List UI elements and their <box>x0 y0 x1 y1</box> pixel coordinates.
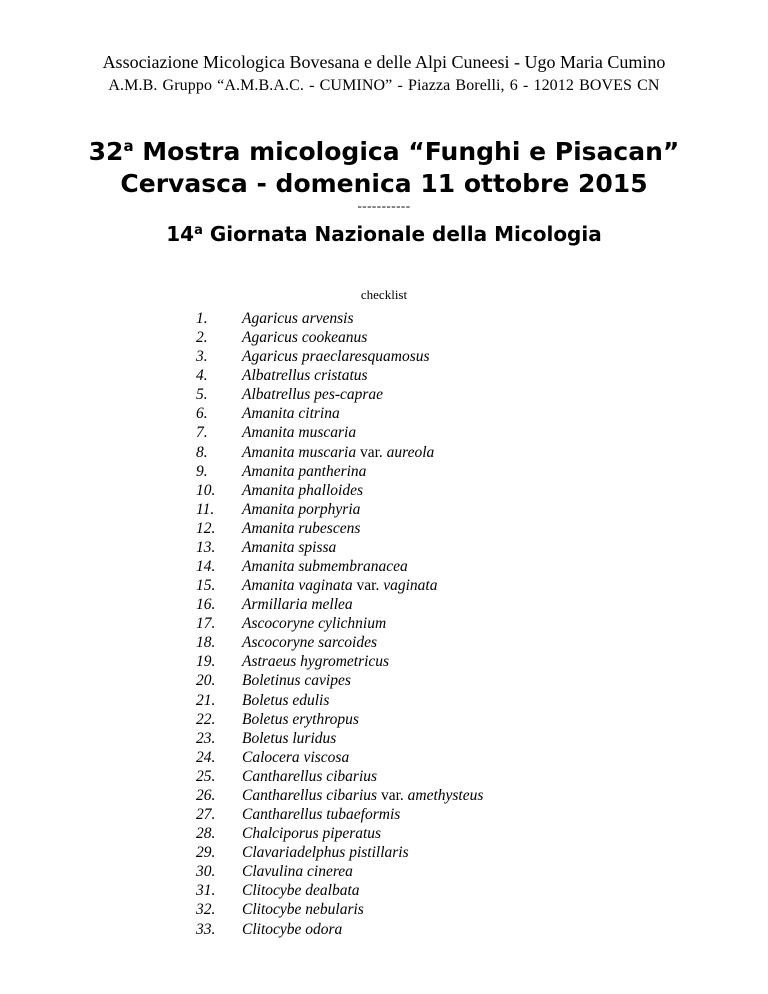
species-name: Cantharellus cibarius <box>242 767 378 785</box>
species-item <box>196 423 483 442</box>
species-number: 15. <box>196 577 216 595</box>
species-number: 30. <box>196 863 216 881</box>
species-number: 6. <box>196 405 208 423</box>
species-number: 21. <box>196 691 216 709</box>
species-name: Calocera viscosa <box>242 748 350 766</box>
species-name: Amanita spissa <box>242 538 337 556</box>
subtitle-text: Giornata Nazionale della Micologia <box>202 222 602 246</box>
species-name: Clitocybe dealbata <box>242 882 360 900</box>
species-number: 14. <box>196 558 216 576</box>
species-item <box>196 481 483 500</box>
species-name: Boletinus cavipes <box>242 672 351 690</box>
species-name: Boletus edulis <box>242 691 330 709</box>
species-number: 5. <box>196 386 208 404</box>
species-name: Albatrellus pes-caprae <box>242 386 384 404</box>
variety-label: var. <box>356 443 387 461</box>
species-name: Clavulina cinerea <box>242 863 353 881</box>
species-item <box>196 385 483 404</box>
species-name: Cantharellus tubaeformis <box>242 806 401 824</box>
species-name: Amanita pantherina <box>242 462 367 480</box>
species-name: Amanita vaginata <box>242 577 353 595</box>
species-list <box>196 309 483 939</box>
species-item <box>196 633 483 652</box>
species-number: 26. <box>196 786 216 804</box>
species-name: Agaricus arvensis <box>242 310 354 327</box>
species-name: Amanita porphyria <box>242 500 361 518</box>
species-item <box>196 920 483 939</box>
event-subtitle <box>0 222 768 246</box>
species-name: Amanita phalloides <box>242 481 363 499</box>
species-name: Agaricus cookeanus <box>242 329 368 347</box>
species-number: 23. <box>196 729 216 747</box>
species-name: Albatrellus cristatus <box>242 367 368 385</box>
exhibition-date-line: Cervasca - domenica 11 ottobre 2015 <box>120 169 648 198</box>
species-name: Ascocoryne sarcoides <box>242 634 378 652</box>
species-name: Amanita muscaria <box>242 443 357 461</box>
species-number: 3. <box>196 348 208 366</box>
species-item <box>196 576 483 595</box>
species-item <box>196 862 483 881</box>
exhibition-title-text: Mostra micologica “Funghi e Pisacan” <box>133 137 680 166</box>
edition-number: 32 <box>88 137 124 166</box>
species-item <box>196 900 483 919</box>
subtitle-suffix: a <box>194 223 203 238</box>
species-item <box>196 328 483 347</box>
variety-name: amethysteus <box>407 786 484 804</box>
species-item <box>196 595 483 614</box>
species-name: Armillaria mellea <box>242 596 353 614</box>
species-number: 20. <box>196 672 216 690</box>
species-item <box>196 309 483 328</box>
species-name: Amanita submembranacea <box>242 558 408 576</box>
species-number: 12. <box>196 519 216 537</box>
species-number: 18. <box>196 634 216 652</box>
association-address: A.M.B. Gruppo “A.M.B.A.C. - CUMINO” - Piazza Borelli, 6 - 12012 BOVES CN <box>108 77 660 94</box>
species-number: 33. <box>196 920 216 938</box>
species-item <box>196 729 483 748</box>
species-item <box>196 500 483 519</box>
species-item <box>196 614 483 633</box>
species-number: 22. <box>196 710 216 728</box>
species-item <box>196 519 483 538</box>
species-item <box>196 462 483 481</box>
variety-name: vaginata <box>383 577 438 595</box>
species-name: Boletus erythropus <box>242 710 359 728</box>
species-name: Clitocybe odora <box>242 920 343 938</box>
species-name: Agaricus praeclaresquamosus <box>242 348 430 366</box>
species-number: 25. <box>196 767 216 785</box>
species-number: 10. <box>196 481 216 499</box>
species-number: 28. <box>196 825 216 843</box>
species-item <box>196 881 483 900</box>
species-name: Amanita citrina <box>242 405 340 423</box>
edition-suffix: a <box>123 137 134 155</box>
species-number: 9. <box>196 462 208 480</box>
species-item <box>196 671 483 690</box>
species-name: Astraeus hygrometricus <box>242 653 390 671</box>
species-number: 17. <box>196 615 216 633</box>
species-item <box>196 767 483 786</box>
species-item <box>196 557 483 576</box>
species-name: Amanita rubescens <box>242 519 361 537</box>
species-name: Clitocybe nebularis <box>242 901 364 919</box>
species-number: 27. <box>196 806 216 824</box>
species-name: Amanita muscaria <box>242 424 357 442</box>
species-number: 31. <box>196 882 216 900</box>
species-item <box>196 843 483 862</box>
species-item <box>196 824 483 843</box>
species-item <box>196 404 483 423</box>
species-number: 1. <box>196 310 208 327</box>
species-item <box>196 652 483 671</box>
species-number: 8. <box>196 443 208 461</box>
species-number: 29. <box>196 844 216 862</box>
species-number: 2. <box>196 329 208 347</box>
variety-name: aureola <box>386 443 435 461</box>
species-number: 32. <box>196 901 216 919</box>
checklist-label: checklist <box>360 287 408 302</box>
species-item <box>196 805 483 824</box>
variety-label: var. <box>352 577 384 595</box>
species-number: 16. <box>196 596 216 614</box>
species-item <box>196 347 483 366</box>
species-name: Clavariadelphus pistillaris <box>242 844 409 862</box>
species-name: Chalciporus piperatus <box>242 825 382 843</box>
species-number: 11. <box>196 500 215 518</box>
species-number: 19. <box>196 653 216 671</box>
species-number: 4. <box>196 367 208 385</box>
species-item <box>196 691 483 710</box>
exhibition-title <box>0 137 768 167</box>
association-name: Associazione Micologica Bovesana e delle Alpi Cuneesi - Ugo Maria Cumino <box>102 52 666 72</box>
species-item <box>196 538 483 557</box>
species-item <box>196 366 483 385</box>
subtitle-number: 14 <box>166 222 195 246</box>
species-item <box>196 786 483 805</box>
species-item <box>196 748 483 767</box>
species-name: Cantharellus cibarius <box>242 786 378 804</box>
species-item <box>196 443 483 462</box>
species-name: Ascocoryne cylichnium <box>242 615 387 633</box>
species-number: 24. <box>196 748 216 766</box>
variety-label: var. <box>377 786 408 804</box>
species-number: 13. <box>196 538 216 556</box>
separator: ----------- <box>357 198 411 213</box>
species-number: 7. <box>196 424 208 442</box>
species-name: Boletus luridus <box>242 729 337 747</box>
species-item <box>196 710 483 729</box>
